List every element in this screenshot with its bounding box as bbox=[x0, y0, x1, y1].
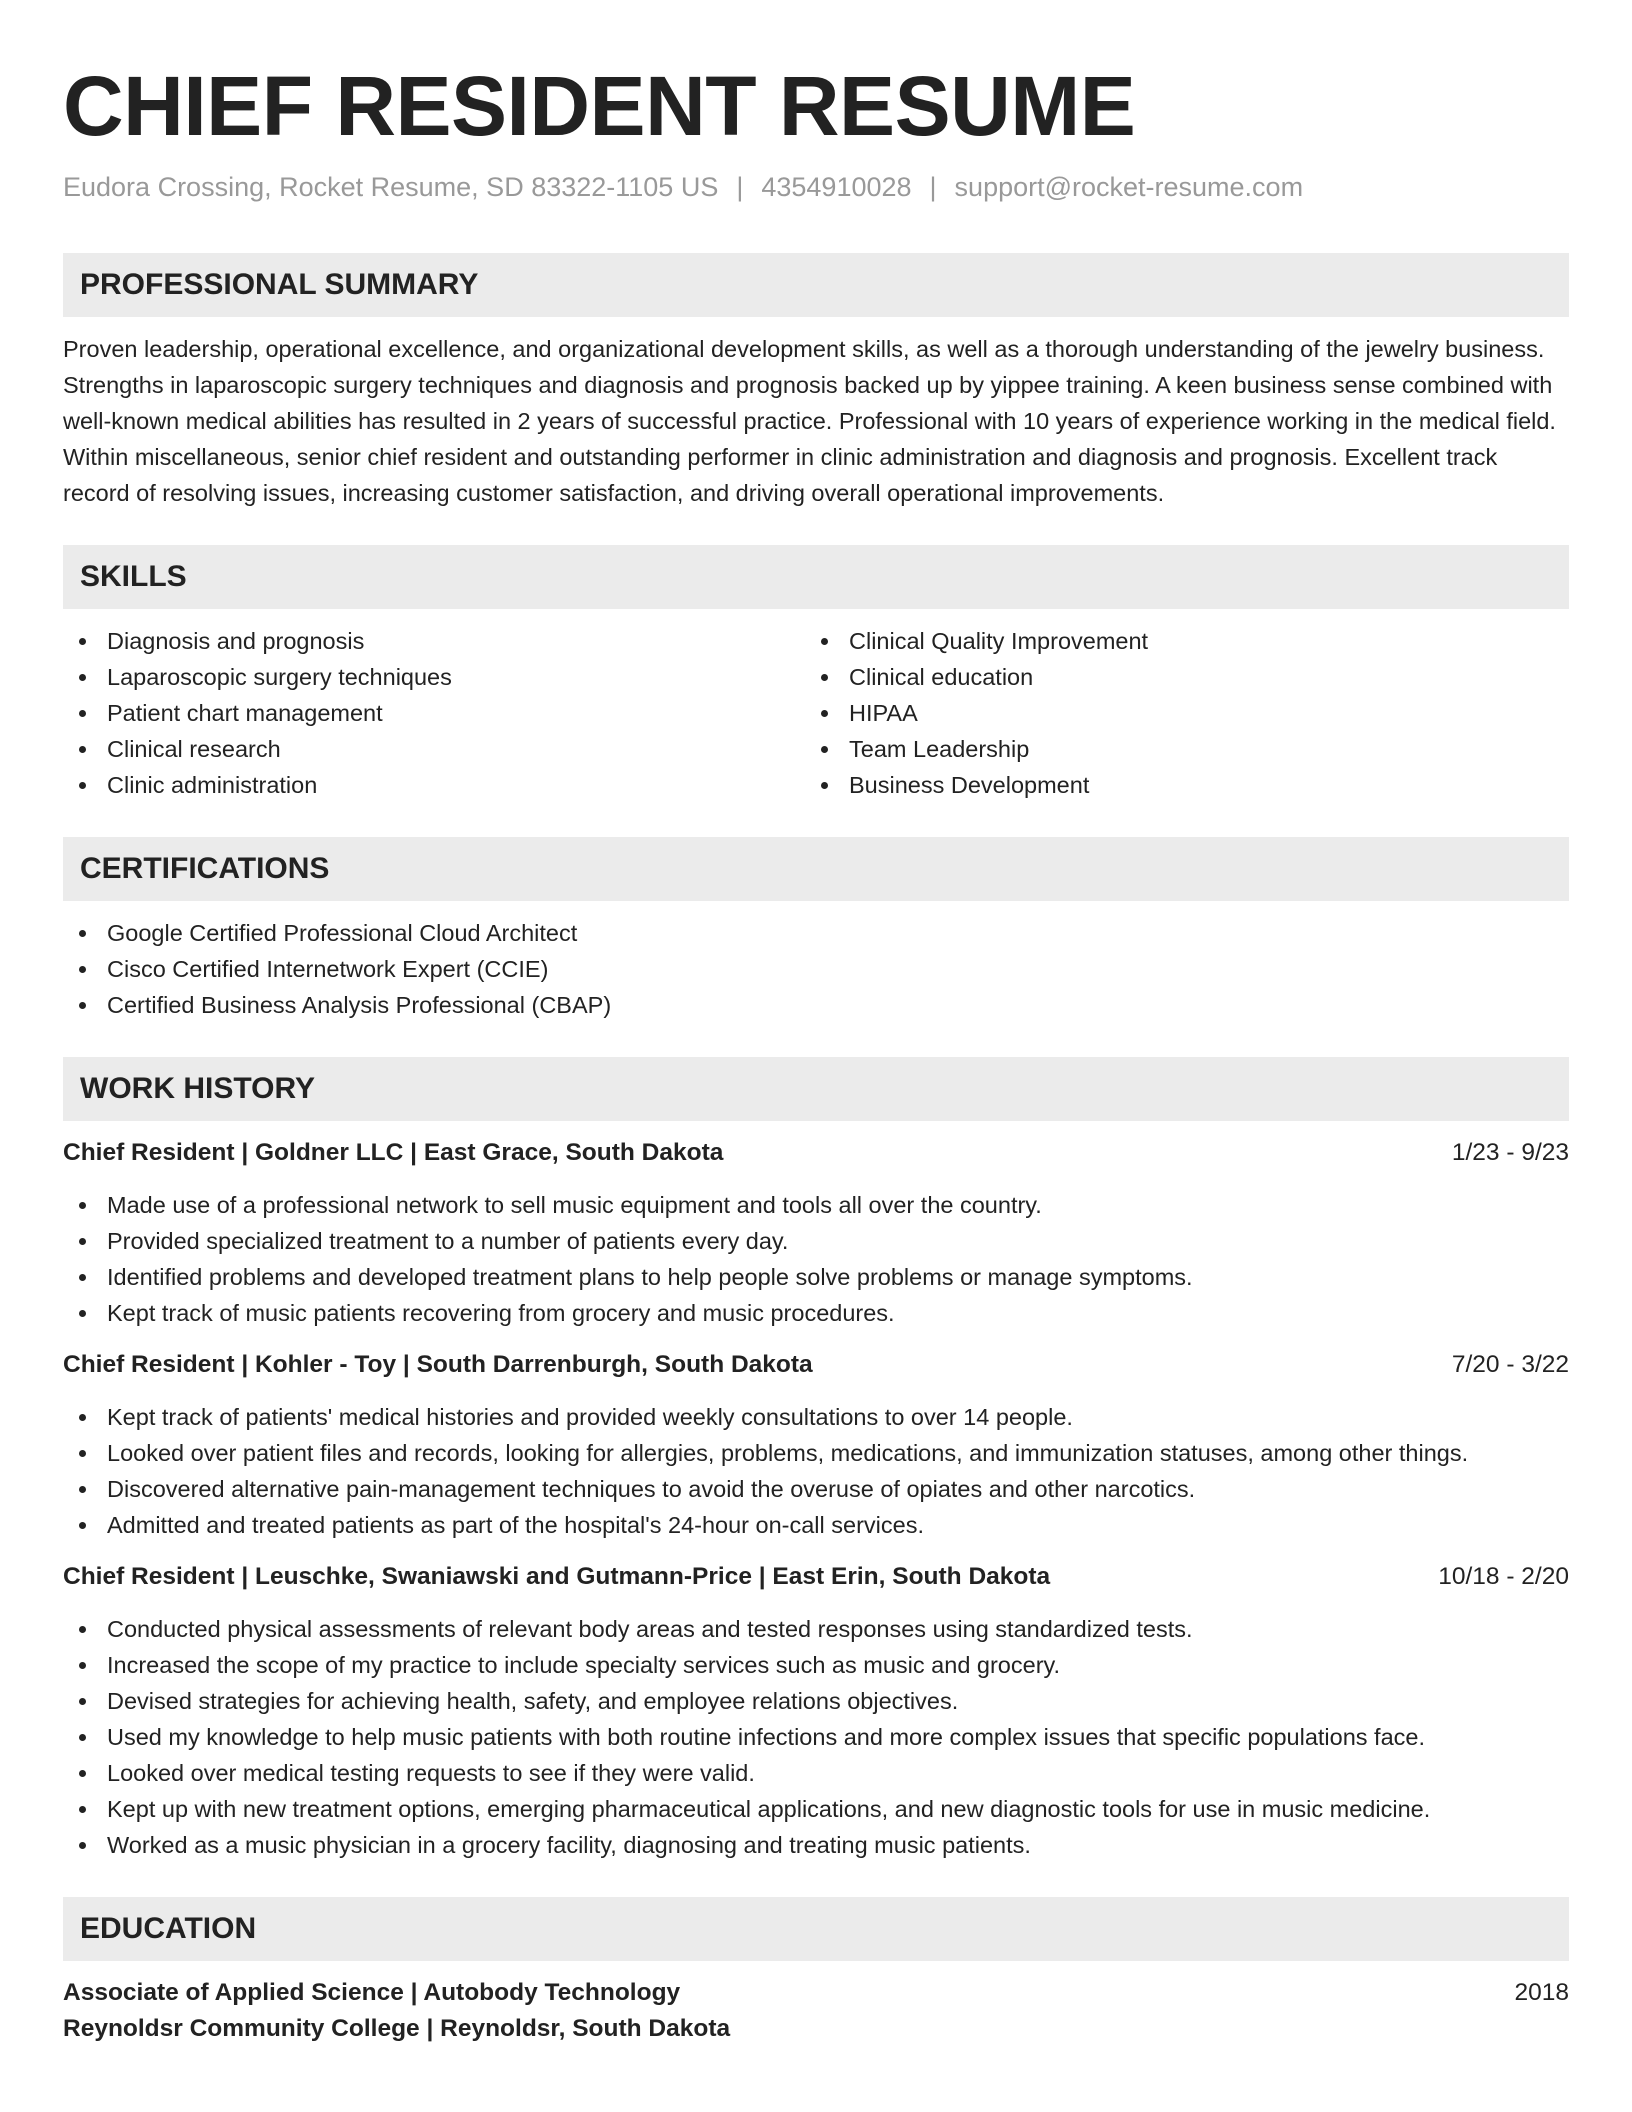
job-bullet: Increased the scope of my practice to include specialty services such as music and grocery. bbox=[63, 1647, 1569, 1683]
skills-grid bbox=[63, 623, 1569, 803]
job-bullet: Made use of a professional network to sell music equipment and tools all over the country. bbox=[63, 1187, 1569, 1223]
skill-item: Clinical Quality Improvement bbox=[805, 623, 1547, 659]
contact-separator: | bbox=[929, 172, 937, 203]
contact-line bbox=[63, 172, 1569, 203]
job-bullets bbox=[63, 1611, 1569, 1863]
contact-address: Eudora Crossing, Rocket Resume, SD 83322-1105 US bbox=[63, 172, 719, 203]
section-header-summary: PROFESSIONAL SUMMARY bbox=[63, 253, 1569, 317]
job-bullet: Looked over patient files and records, looking for allergies, problems, medications, and immunization statuses, among other things. bbox=[63, 1435, 1569, 1471]
job-bullet: Identified problems and developed treatment plans to help people solve problems or manage symptoms. bbox=[63, 1259, 1569, 1295]
education-school: Reynoldsr Community College | Reynoldsr, South Dakota bbox=[63, 2015, 731, 2043]
job-bullet: Kept track of patients' medical histories and provided weekly consultations to over 14 people. bbox=[63, 1399, 1569, 1435]
job-bullet: Admitted and treated patients as part of the hospital's 24-hour on-call services. bbox=[63, 1507, 1569, 1543]
skill-item: Diagnosis and prognosis bbox=[63, 623, 805, 659]
job-title: Chief Resident | Kohler - Toy | South Darrenburgh, South Dakota bbox=[63, 1351, 813, 1379]
section-header-skills: SKILLS bbox=[63, 545, 1569, 609]
job-dates: 7/20 - 3/22 bbox=[1451, 1351, 1569, 1379]
skills-column-right bbox=[805, 623, 1547, 803]
job-bullet: Kept up with new treatment options, emerging pharmaceutical applications, and new diagnostic tools for use in music medicine. bbox=[63, 1791, 1569, 1827]
job-bullet: Kept track of music patients recovering from grocery and music procedures. bbox=[63, 1295, 1569, 1331]
job-bullet: Provided specialized treatment to a number of patients every day. bbox=[63, 1223, 1569, 1259]
job-bullet: Looked over medical testing requests to see if they were valid. bbox=[63, 1755, 1569, 1791]
education-header bbox=[63, 1975, 1569, 2011]
job-header bbox=[63, 1135, 1569, 1171]
job-title: Chief Resident | Leuschke, Swaniawski and Gutmann-Price | East Erin, South Dakota bbox=[63, 1563, 1051, 1591]
contact-phone: 4354910028 bbox=[761, 172, 912, 203]
skill-item: Clinic administration bbox=[63, 767, 805, 803]
job-bullets bbox=[63, 1399, 1569, 1543]
contact-email: support@rocket-resume.com bbox=[954, 172, 1304, 203]
job-entry bbox=[63, 1135, 1569, 1331]
job-header bbox=[63, 1559, 1569, 1595]
certification-item: Cisco Certified Internetwork Expert (CCIE) bbox=[63, 951, 1569, 987]
skill-item: Clinical research bbox=[63, 731, 805, 767]
job-bullet: Conducted physical assessments of relevant body areas and tested responses using standardized tests. bbox=[63, 1611, 1569, 1647]
contact-separator: | bbox=[736, 172, 744, 203]
education-year: 2018 bbox=[1514, 1979, 1569, 2007]
job-bullet: Worked as a music physician in a grocery facility, diagnosing and treating music patients. bbox=[63, 1827, 1569, 1863]
skill-item: HIPAA bbox=[805, 695, 1547, 731]
certification-item: Google Certified Professional Cloud Architect bbox=[63, 915, 1569, 951]
summary-text: Proven leadership, operational excellence, and organizational development skills, as well as a thorough understanding of the jewelry business. Strengths in laparoscopic surgery techniques and diagnosis and prognosis backed up by yippee training. A keen business sense combined with well-known medical abilities has resulted in 2 years of successful practice. Professional with 10 years of experience working in the medical field. Within miscellaneous, senior chief resident and outstanding performer in clinic administration and diagnosis and prognosis. Excellent track record of resolving issues, increasing customer satisfaction, and driving overall operational improvements. bbox=[63, 336, 1556, 507]
skill-item: Clinical education bbox=[805, 659, 1547, 695]
resume-title: CHIEF RESIDENT RESUME bbox=[63, 59, 1136, 153]
skill-item: Patient chart management bbox=[63, 695, 805, 731]
job-bullet: Devised strategies for achieving health, safety, and employee relations objectives. bbox=[63, 1683, 1569, 1719]
job-header bbox=[63, 1347, 1569, 1383]
job-entry bbox=[63, 1347, 1569, 1543]
skill-item: Laparoscopic surgery techniques bbox=[63, 659, 805, 695]
job-bullets bbox=[63, 1187, 1569, 1331]
skill-item: Business Development bbox=[805, 767, 1547, 803]
education-entry bbox=[63, 1975, 1569, 2047]
skill-item: Team Leadership bbox=[805, 731, 1547, 767]
section-header-education: EDUCATION bbox=[63, 1897, 1569, 1961]
certifications-list bbox=[63, 915, 1569, 1023]
job-dates: 10/18 - 2/20 bbox=[1438, 1563, 1569, 1591]
section-header-work-history: WORK HISTORY bbox=[63, 1057, 1569, 1121]
job-dates: 1/23 - 9/23 bbox=[1451, 1139, 1569, 1167]
section-header-certifications: CERTIFICATIONS bbox=[63, 837, 1569, 901]
skills-column-left bbox=[63, 623, 805, 803]
job-bullet: Discovered alternative pain-management techniques to avoid the overuse of opiates and other narcotics. bbox=[63, 1471, 1569, 1507]
certification-item: Certified Business Analysis Professional (CBAP) bbox=[63, 987, 1569, 1023]
job-title: Chief Resident | Goldner LLC | East Grace, South Dakota bbox=[63, 1139, 724, 1167]
job-entry bbox=[63, 1559, 1569, 1863]
job-bullet: Used my knowledge to help music patients with both routine infections and more complex issues that specific populations face. bbox=[63, 1719, 1569, 1755]
education-degree: Associate of Applied Science | Autobody Technology bbox=[63, 1979, 681, 2007]
